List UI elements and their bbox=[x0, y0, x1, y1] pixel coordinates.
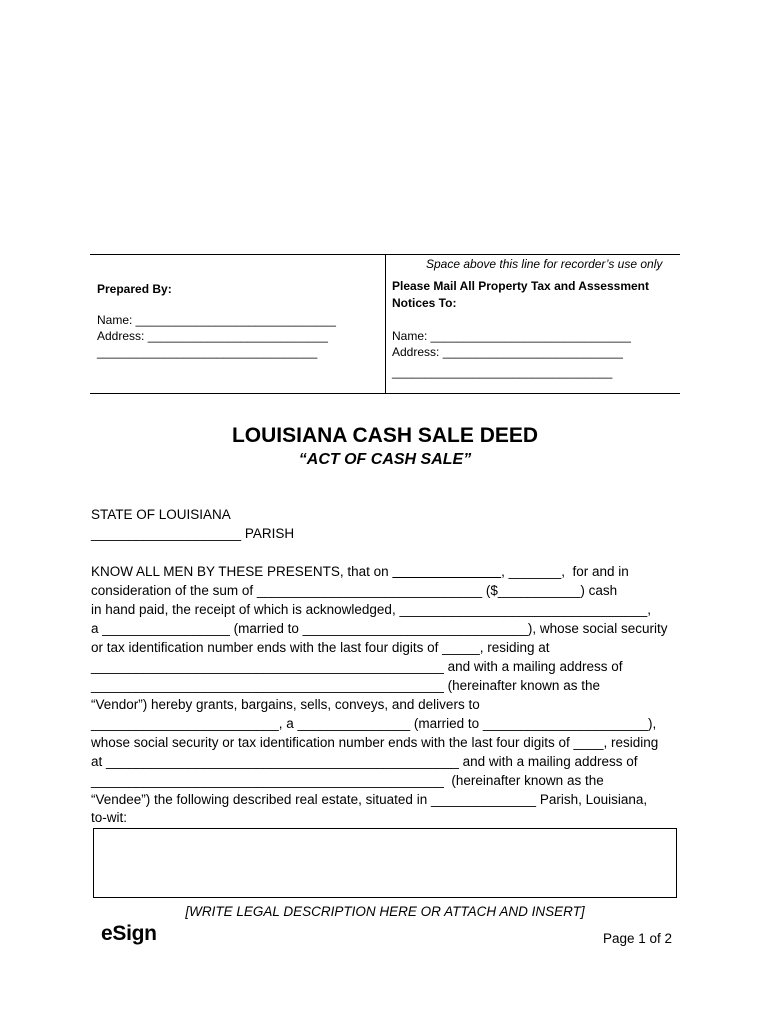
line1-end: , _______, for and in bbox=[501, 564, 629, 579]
date-field[interactable] bbox=[392, 564, 501, 579]
paragraph-line-9: _________________________, a _______________ (married to ______________________), bbox=[91, 716, 657, 731]
paragraph-line-11: at _______________________________________________ and with a mailing address of bbox=[91, 754, 638, 769]
prepared-by-address-field[interactable]: Address: ___________________________ bbox=[97, 329, 328, 343]
paragraph-line-1 bbox=[91, 562, 629, 581]
paragraph-line-13: “Vendee”) the following described real estate, situated in ______________ Parish, Louisiana, bbox=[91, 792, 648, 807]
prepared-by-name-field[interactable]: Name: ______________________________ bbox=[97, 313, 336, 327]
paragraph-line-3: in hand paid, the receipt of which is acknowledged, _________________________________, bbox=[91, 602, 651, 617]
recorder-divider bbox=[385, 254, 386, 394]
prepared-by-heading: Prepared By: bbox=[97, 282, 172, 296]
document-title: LOUISIANA CASH SALE DEED bbox=[231, 424, 539, 447]
paragraph-line-6: _______________________________________________ and with a mailing address of bbox=[91, 659, 623, 674]
paragraph-line-8: “Vendor”) hereby grants, bargains, sells, conveys, and delivers to bbox=[91, 697, 480, 712]
legal-description-box[interactable] bbox=[93, 828, 677, 898]
paragraph-line-2: consideration of the sum of ______________________________ ($___________) cash bbox=[91, 583, 618, 598]
paragraph-line-5: or tax identification number ends with the last four digits of _____, residing at bbox=[91, 640, 550, 655]
mail-notices-heading-1: Please Mail All Property Tax and Assessment bbox=[392, 279, 649, 293]
legal-description-caption: [WRITE LEGAL DESCRIPTION HERE OR ATTACH AND INSERT] bbox=[185, 904, 585, 919]
paragraph-line-4: a _________________ (married to ______________________________), whose social security bbox=[91, 621, 668, 636]
state-line: STATE OF LOUISIANA bbox=[91, 507, 231, 522]
recorder-bottom-line bbox=[90, 393, 680, 394]
paragraph-line-12: _______________________________________________ (hereinafter known as the bbox=[91, 773, 604, 788]
esign-logo: eSign bbox=[101, 922, 157, 945]
paragraph-line-7: _______________________________________________ (hereinafter known as the bbox=[91, 678, 600, 693]
line1-start: KNOW ALL MEN BY THESE PRESENTS, that on bbox=[91, 564, 393, 579]
mail-notices-extra-field[interactable]: _________________________________ bbox=[392, 365, 613, 379]
mail-notices-heading-2: Notices To: bbox=[392, 296, 457, 310]
paragraph-line-14: to-wit: bbox=[91, 810, 128, 825]
mail-notices-name-field[interactable]: Name: ______________________________ bbox=[392, 329, 631, 343]
page-number: Page 1 of 2 bbox=[603, 931, 673, 946]
parish-field[interactable]: ____________________ PARISH bbox=[91, 526, 295, 541]
prepared-by-extra-field[interactable]: _________________________________ bbox=[97, 345, 318, 359]
recorder-note: Space above this line for recorder’s use only bbox=[426, 257, 663, 271]
paragraph-line-10: whose social security or tax identification number ends with the last four digits of ____, residing bbox=[91, 735, 659, 750]
mail-notices-address-field[interactable]: Address: ___________________________ bbox=[392, 345, 623, 359]
document-subtitle: “ACT OF CASH SALE” bbox=[298, 451, 472, 468]
